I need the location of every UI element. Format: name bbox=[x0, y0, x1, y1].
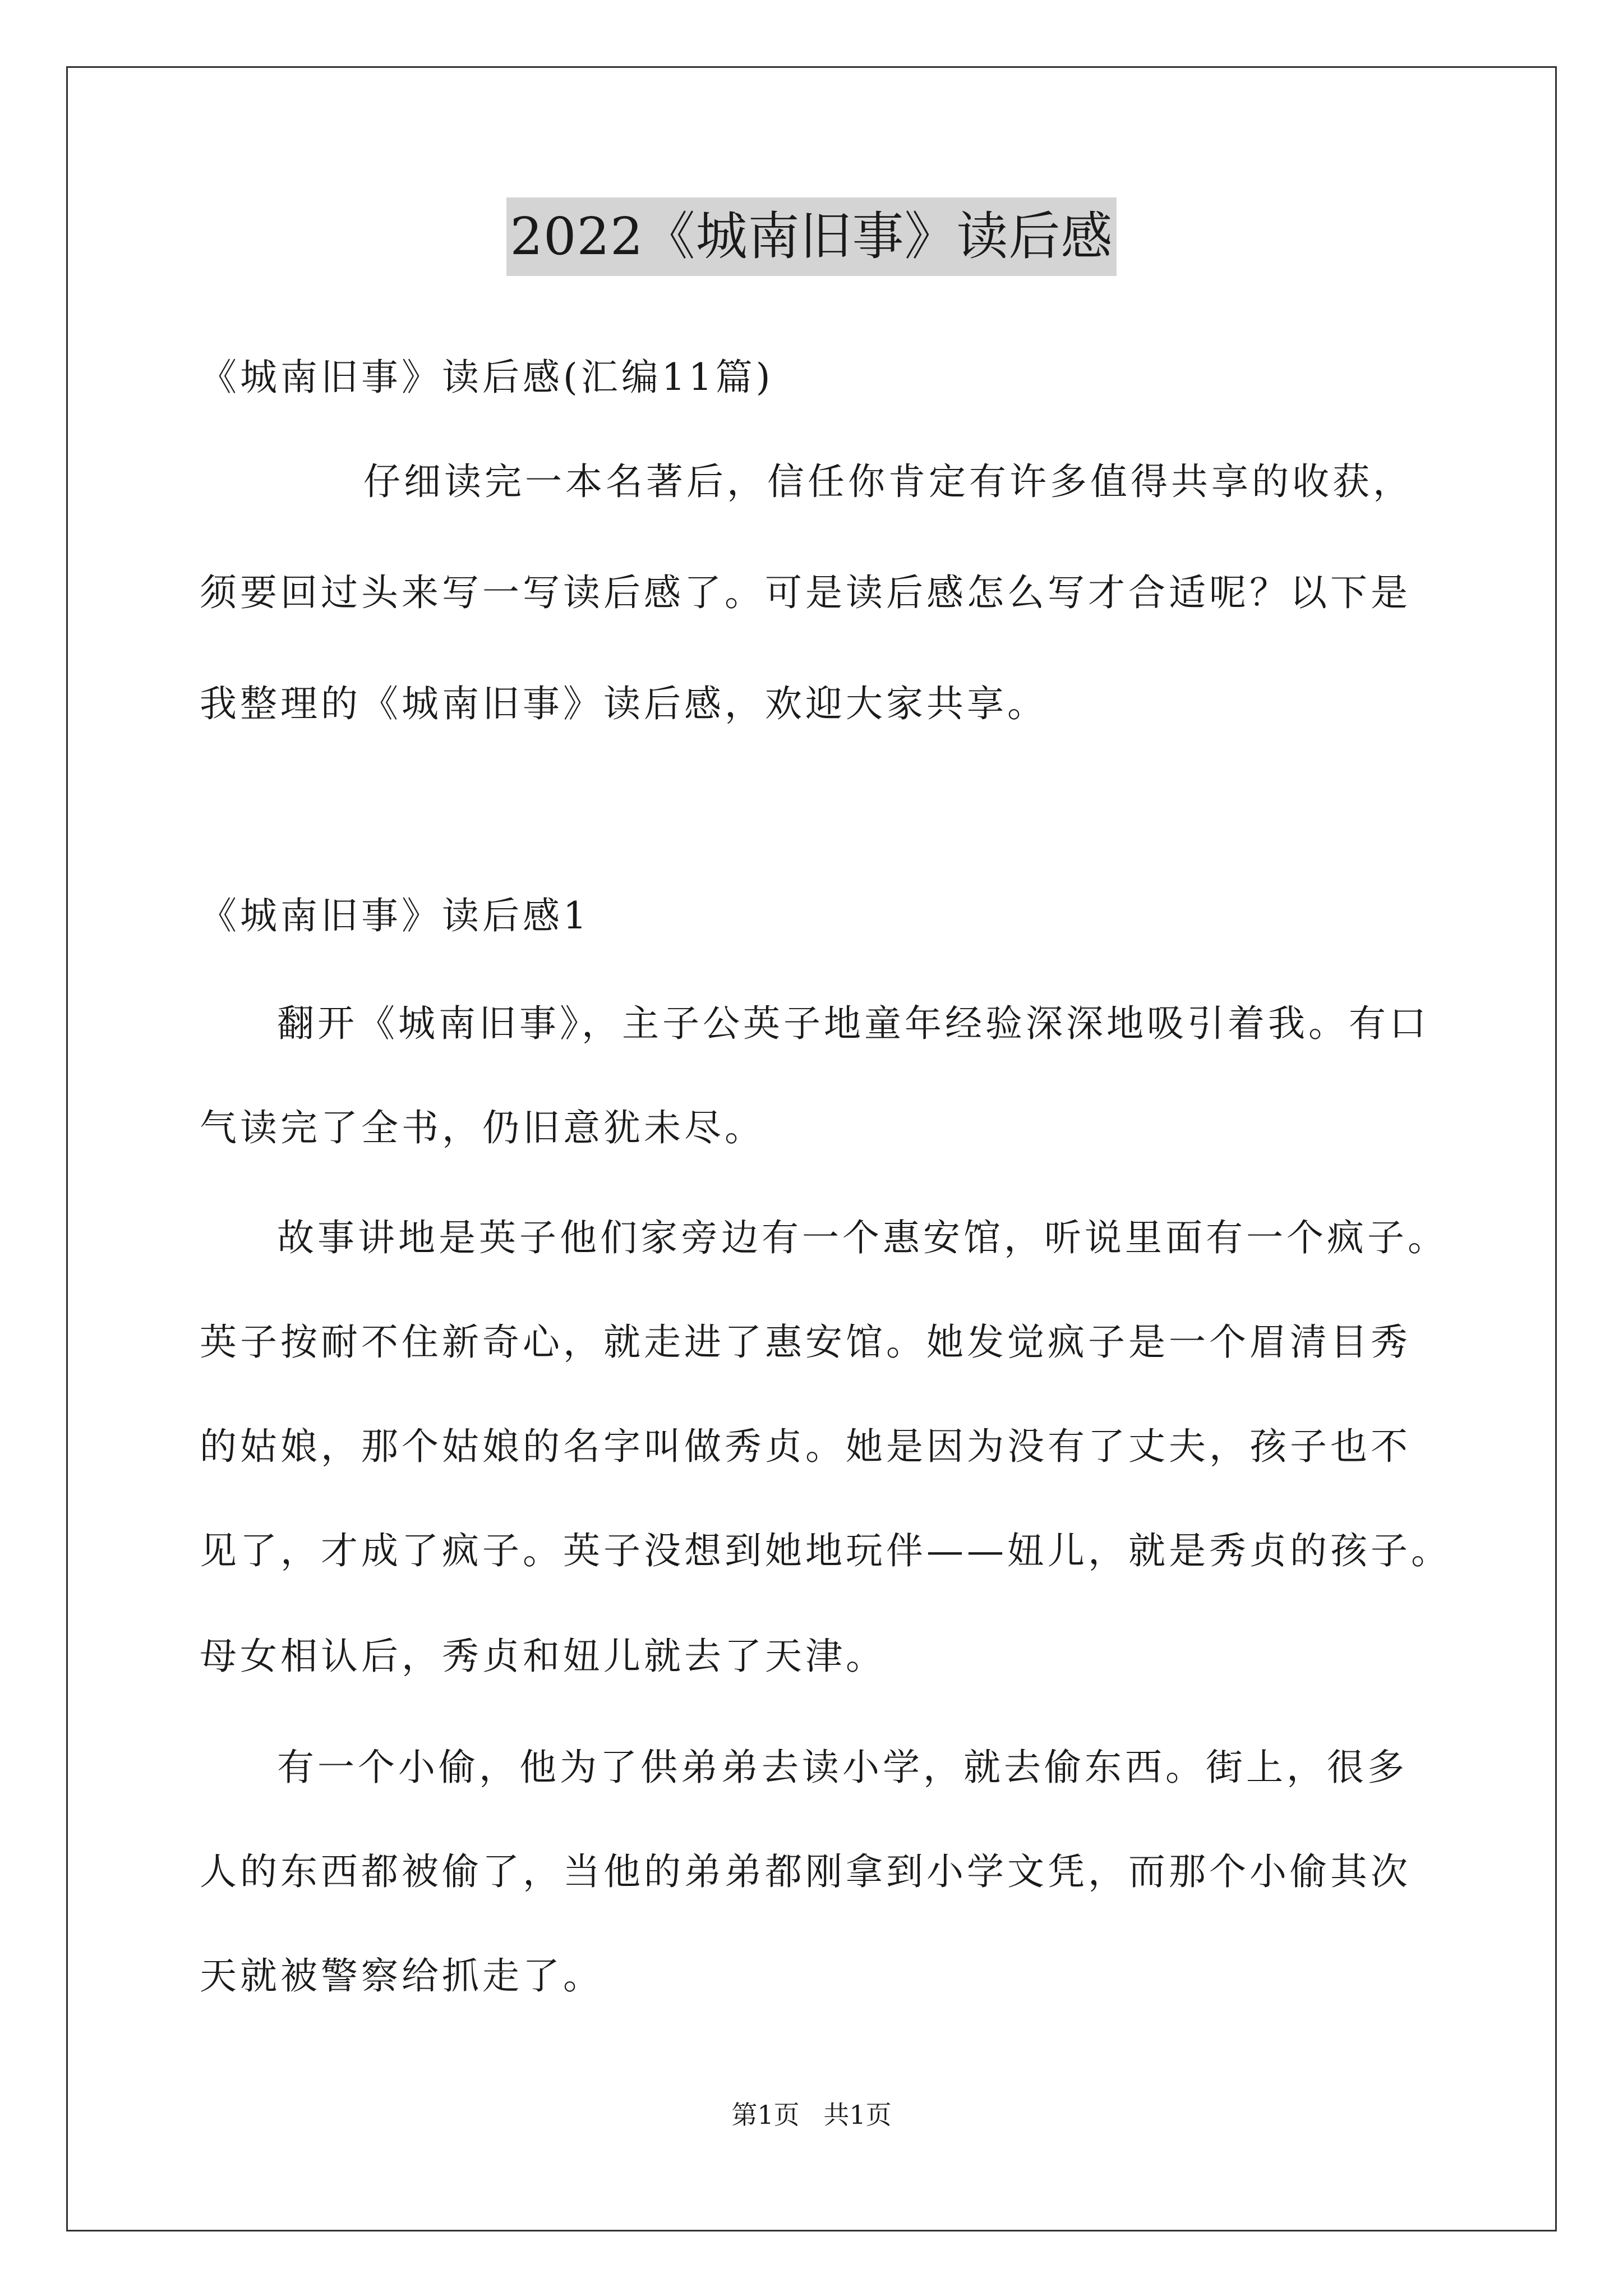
paragraph2-line-3: 的姑娘，那个姑娘的名字叫做秀贞。她是因为没有了丈夫，孩子也不 bbox=[200, 1425, 1411, 1468]
paragraph2-line-5: 母女相认后，秀贞和妞儿就去了天津。 bbox=[200, 1635, 886, 1678]
paragraph3-line-2: 人的东西都被偷了，当他的弟弟都刚拿到小学文凭，而那个小偷其次 bbox=[200, 1850, 1411, 1893]
page-total: 共1页 bbox=[823, 2100, 892, 2130]
paragraph2-line-4: 见了，才成了疯子。英子没想到她地玩伴——妞儿，就是秀贞的孩子。 bbox=[200, 1529, 1451, 1572]
page-number: 第1页 bbox=[731, 2100, 800, 2130]
document-title: 2022《城南旧事》读后感 bbox=[506, 197, 1116, 276]
document-subtitle: 《城南旧事》读后感(汇编11篇) bbox=[200, 356, 774, 399]
section-heading: 《城南旧事》读后感1 bbox=[200, 894, 590, 937]
intro-line-3: 我整理的《城南旧事》读后感，欢迎大家共享。 bbox=[200, 682, 1048, 725]
intro-line-2: 须要回过头来写一写读后感了。可是读后感怎么写才合适呢？以下是 bbox=[200, 571, 1411, 614]
paragraph1-line-2: 气读完了全书，仍旧意犹未尽。 bbox=[200, 1106, 765, 1149]
paragraph2-line-1: 故事讲地是英子他们家旁边有一个惠安馆，听说里面有一个疯子。 bbox=[277, 1216, 1448, 1259]
paragraph3-line-1: 有一个小偷，他为了供弟弟去读小学，就去偷东西。街上，很多 bbox=[277, 1746, 1408, 1789]
page-footer bbox=[0, 2098, 1623, 2132]
paragraph1-line-1: 翻开《城南旧事》，主子公英子地童年经验深深地吸引着我。有口 bbox=[277, 1002, 1430, 1045]
title-container bbox=[0, 197, 1623, 276]
intro-line-1: 仔细读完一本名著后，信任你肯定有许多值得共享的收获， bbox=[363, 460, 1413, 503]
paragraph3-line-3: 天就被警察给抓走了。 bbox=[200, 1954, 603, 1998]
paragraph2-line-2: 英子按耐不住新奇心，就走进了惠安馆。她发觉疯子是一个眉清目秀 bbox=[200, 1320, 1411, 1364]
